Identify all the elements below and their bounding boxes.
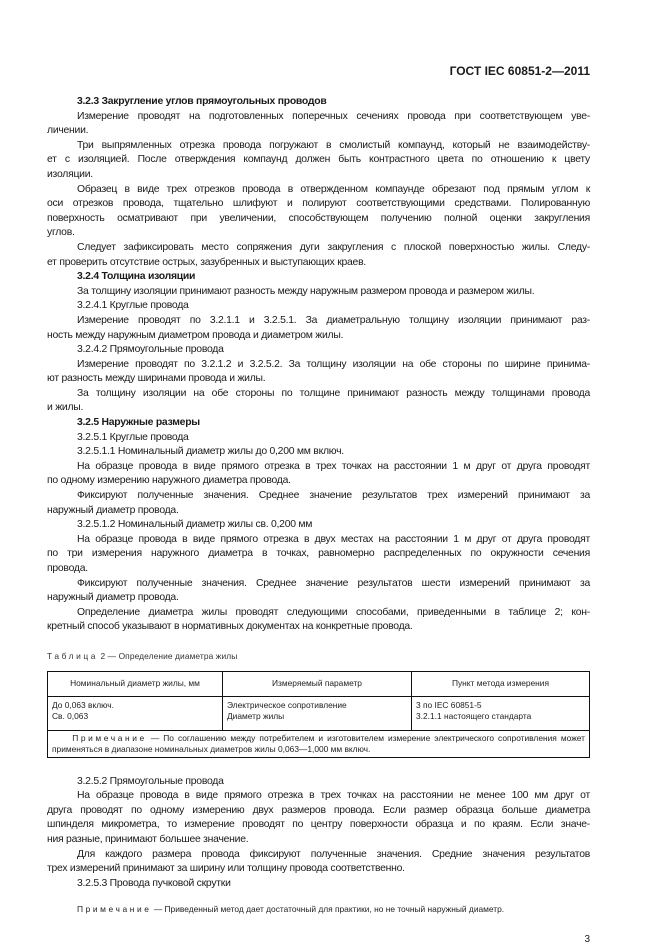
text-line: Следует зафиксировать место сопряжения дуги закругления с плоской поверхностью жилы. Следу-	[77, 241, 590, 253]
paragraph	[47, 343, 590, 358]
text-line: шпинделя микрометра, то измерение проводят по центру поверхности образца и по краям. Если значе-	[47, 819, 590, 831]
paragraph	[47, 358, 590, 387]
text-line: наружный диаметр провода.	[47, 504, 179, 516]
note-label: Примечание	[72, 732, 147, 743]
text-line: провода.	[47, 563, 88, 574]
table-caption	[47, 649, 590, 664]
text-line: 3.2.5.3 Провода пучковой скрутки	[77, 877, 231, 889]
table-caption-label: Таблица	[47, 650, 99, 661]
footnote-text: — Приведенный метод дает достаточный для практики, но не точный наружный диаметр.	[153, 904, 505, 915]
text-line: ет с изоляцией. После отверждения компаунд должен быть контрастного цвета по отношению к цвету	[47, 154, 590, 166]
table-row	[48, 696, 590, 730]
section-heading	[47, 95, 590, 110]
text-line: поверхность осматривают при увеличении, способствующем получению полной оценки закругления	[47, 212, 590, 224]
text-line: 3.2.4.1 Круглые провода	[77, 300, 189, 312]
text-line: Измерение проводят по 3.2.1.2 и 3.2.5.2. За толщину изоляции на обе стороны по ширине принима-	[77, 358, 590, 370]
cell-line: До 0,063 включ.	[52, 699, 114, 710]
text-line: ния разные, принимают большее значение.	[47, 833, 249, 845]
paragraph	[47, 299, 590, 314]
text-line: и жилы.	[47, 402, 84, 414]
paragraph	[47, 518, 590, 533]
text-line: Определение диаметра жилы проводят следующими способами, приведенными в таблице 2; кон-	[77, 606, 590, 618]
text-line: 3.2.5.2 Прямоугольные провода	[77, 775, 224, 787]
text-line: ет проверить отсутствие острых, зазубренных и выступающих краев.	[47, 256, 366, 268]
paragraph	[47, 445, 590, 460]
paragraph	[47, 606, 590, 635]
text-line: 3.2.5.1.2 Номинальный диаметр жилы св. 0,200 мм	[77, 519, 313, 531]
document-header-id: ГОСТ IEC 60851-2—2011	[449, 64, 590, 78]
text-line: по одному измерению наружного диаметра провода.	[47, 475, 291, 487]
text-line: 3.2.4 Толщина изоляции	[77, 271, 196, 283]
text-line: личении.	[47, 125, 89, 137]
text-line: по три измерения наружного диаметра в точках, равномерно распределенных по окружности сечения	[47, 548, 590, 560]
core-diameter-table	[47, 671, 590, 758]
cell-line: Электрическое сопротивление	[227, 699, 347, 710]
section-text-a	[47, 95, 590, 635]
section-heading	[47, 416, 590, 431]
text-line: кретный способ указывают в нормативных документах на конкретные провода.	[47, 621, 413, 633]
paragraph	[47, 848, 590, 877]
paragraph	[47, 489, 590, 518]
text-line: 3.2.5.1 Круглые провода	[77, 431, 189, 443]
text-line: Образец в виде трех отрезков провода в отвержденном компаунде обрезают под прямым углом к	[77, 183, 590, 195]
text-line: Три выпрямленных отрезка провода погружают в смолистый компаунд, который не взаимодейству-	[77, 139, 590, 151]
paragraph	[47, 110, 590, 139]
text-line: За толщину изоляции принимают разность между наружным размером провода и размером жилы.	[77, 285, 535, 297]
paragraph	[47, 577, 590, 606]
paragraph	[47, 877, 590, 892]
paragraph	[47, 775, 590, 790]
text-line: На образце провода в виде прямого отрезка в трех точках на расстоянии не менее 100 мм друг от	[77, 790, 590, 802]
footnote	[47, 902, 590, 917]
text-line: трех измерений принимают за ширину или толщину провода соответственно.	[47, 863, 405, 875]
cell-line: Св. 0,063	[52, 711, 89, 722]
table-note	[48, 730, 590, 757]
column-header: Пункт метода измерения	[412, 671, 590, 696]
text-line: На образце провода в виде прямого отрезка в двух местах на расстоянии 1 м друг от друга проводят	[77, 533, 590, 545]
table-note-row	[48, 730, 590, 757]
footnote-label: Примечание	[77, 904, 152, 915]
column-header: Номинальный диаметр жилы, мм	[48, 671, 223, 696]
paragraph	[47, 314, 590, 343]
text-line: наружный диаметр провода.	[47, 592, 179, 604]
paragraph	[47, 533, 590, 577]
text-line: Измерение проводят на подготовленных поперечных сечениях провода при соответствующем уве-	[77, 110, 590, 122]
paragraph	[47, 789, 590, 847]
cell-line: 3.2.1.1 настоящего стандарта	[416, 711, 532, 722]
text-line: ность между наружным диаметром провода и диаметром жилы.	[47, 329, 344, 341]
text-line: Фиксируют полученные значения. Среднее значение результатов трех измерений принимают за	[77, 490, 590, 502]
table-header-row	[48, 671, 590, 696]
paragraph	[47, 387, 590, 416]
paragraph	[47, 431, 590, 446]
paragraph	[47, 460, 590, 489]
text-line: оси отрезков провода, тщательно шлифуют и полируют соответствующими средствами. Полированную	[47, 198, 590, 210]
text-line: углов.	[47, 227, 75, 239]
page-content	[47, 95, 590, 948]
table-cell	[412, 696, 590, 730]
text-line: друга проводят по одному измерению двух размеров провода. Если размер образца больше диаметра	[47, 804, 590, 816]
text-line: 3.2.5 Наружные размеры	[77, 417, 200, 429]
text-line: Измерение проводят по 3.2.1.1 и 3.2.5.1. За диаметральную толщину изоляции принимают раз-	[77, 314, 590, 326]
text-line: На образце провода в виде прямого отрезка в трех точках на расстоянии 1 м друг от друга проводят	[77, 460, 590, 472]
text-line: За толщину изоляции на обе стороны по толщине принимают разность между толщинами провода	[77, 387, 590, 399]
table-caption-text: 2 — Определение диаметра жилы	[100, 650, 238, 661]
note-text: — По соглашению между потребителем и изготовителем измерение электрического сопротивления может применяться в диапазоне номинальных диаметров жилы 0,063—1,000 мм включ.	[52, 732, 586, 755]
column-header: Измеряемый параметр	[223, 671, 412, 696]
paragraph	[47, 139, 590, 183]
text-line: 3.2.3 Закругление углов прямоугольных проводов	[77, 96, 327, 107]
text-line: 3.2.4.2 Прямоугольные провода	[77, 344, 224, 356]
paragraph	[47, 285, 590, 300]
table-cell	[223, 696, 412, 730]
text-line: Для каждого размера провода фиксируют полученные значения. Средние значения результатов	[77, 848, 590, 860]
page-number: 3	[584, 933, 590, 945]
paragraph	[47, 183, 590, 241]
text-line: Фиксируют полученные значения. Среднее значение результатов шести измерений принимают за	[77, 577, 590, 589]
paragraph	[47, 241, 590, 270]
cell-line: 3 по IEC 60851-5	[416, 699, 482, 710]
text-line: изоляции.	[47, 168, 93, 180]
text-line: 3.2.5.1.1 Номинальный диаметр жилы до 0,200 мм включ.	[77, 446, 344, 458]
table-cell	[48, 696, 223, 730]
text-line: ют разность между ширинами провода и жилы.	[47, 373, 266, 385]
section-text-b	[47, 775, 590, 892]
section-heading	[47, 270, 590, 285]
cell-line: Диаметр жилы	[227, 711, 285, 722]
